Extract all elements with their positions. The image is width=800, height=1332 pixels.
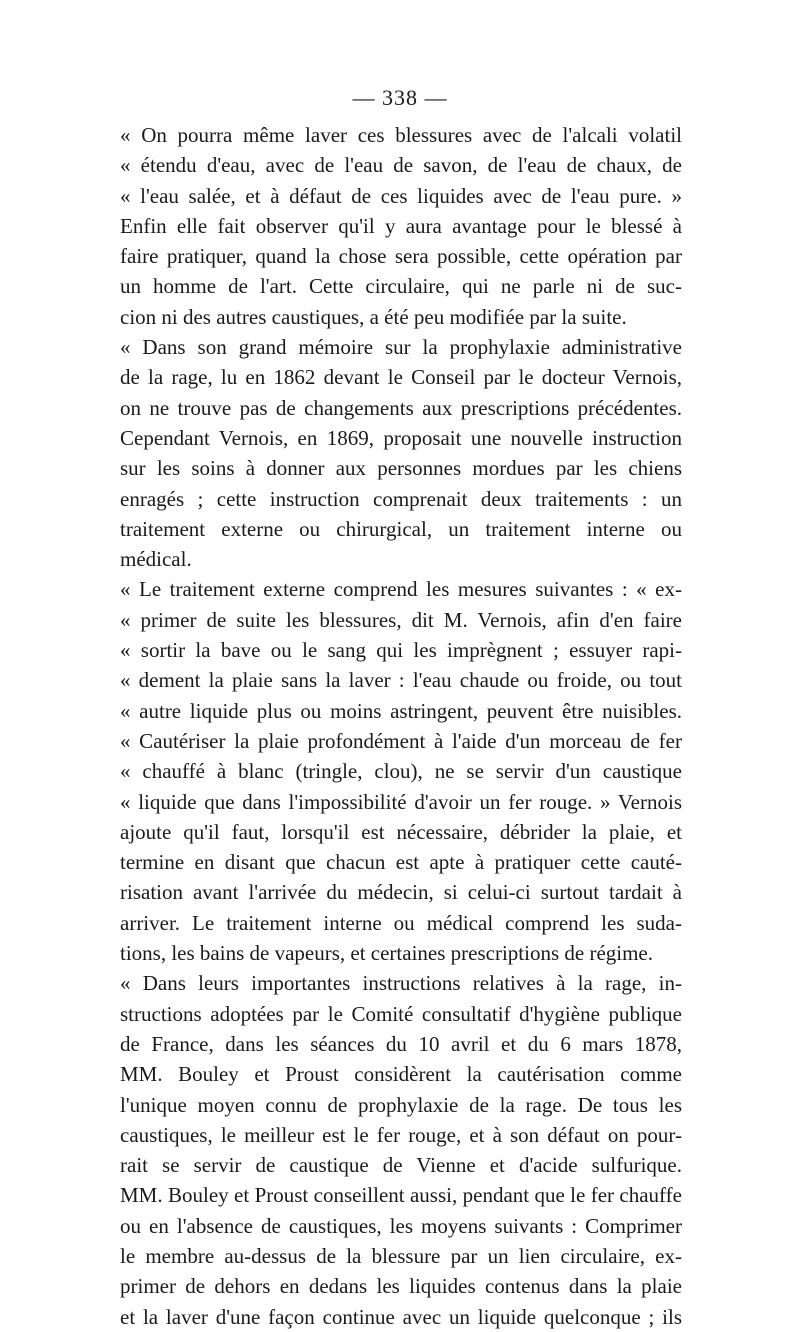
text-line: « sortir la bave ou le sang qui les imprègnent ; essuyer rapi- <box>120 638 682 663</box>
text-line: et la laver d'une façon continue avec un liquide quelconque ; ils <box>120 1304 682 1329</box>
text-line: sur les soins à donner aux personnes mordues par les chiens <box>120 456 682 481</box>
text-line: médical. <box>120 547 192 572</box>
text-line: « l'eau salée, et à défaut de ces liquides avec de l'eau pure. » <box>120 183 682 208</box>
text-line: primer de dehors en dedans les liquides contenus dans la plaie <box>120 1274 682 1299</box>
text-line: « liquide que dans l'impossibilité d'avoir un fer rouge. » Vernois <box>120 789 682 814</box>
text-line: risation avant l'arrivée du médecin, si celui-ci surtout tardait à <box>120 880 682 905</box>
text-line: traitement externe ou chirurgical, un traitement interne ou <box>120 516 682 541</box>
text-line: « Cautériser la plaie profondément à l'aide d'un morceau de fer <box>120 728 682 753</box>
page-number: — 338 — <box>352 85 448 110</box>
text-line: MM. Bouley et Proust conseillent aussi, pendant que le fer chauffe <box>120 1183 682 1208</box>
text-line: ou en l'absence de caustiques, les moyens suivants : Comprimer <box>120 1213 682 1238</box>
text-line: termine en disant que chacun est apte à pratiquer cette cauté- <box>120 850 682 875</box>
text-line: MM. Bouley et Proust considèrent la cautérisation comme <box>120 1062 682 1087</box>
text-line: caustiques, le meilleur est le fer rouge, et à son défaut on pour- <box>120 1122 682 1147</box>
text-line: tions, les bains de vapeurs, et certaines prescriptions de régime. <box>120 941 653 966</box>
text-line: ajoute qu'il faut, lorsqu'il est nécessaire, débrider la plaie, et <box>120 819 682 844</box>
text-line: Enfin elle fait observer qu'il y aura avantage pour le blessé à <box>120 213 682 238</box>
text-line: l'unique moyen connu de prophylaxie de la rage. De tous les <box>120 1092 682 1117</box>
text-line: « chauffé à blanc (tringle, clou), ne se servir d'un caustique <box>120 759 682 784</box>
text-line: Cependant Vernois, en 1869, proposait une nouvelle instruction <box>120 425 682 450</box>
text-line: structions adoptées par le Comité consultatif d'hygiène publique <box>120 1001 682 1026</box>
text-line: « Le traitement externe comprend les mesures suivantes : « ex- <box>120 577 682 602</box>
text-line: « Dans son grand mémoire sur la prophylaxie administrative <box>120 335 682 360</box>
text-line: enragés ; cette instruction comprenait deux traitements : un <box>120 486 682 511</box>
text-line: le membre au-dessus de la blessure par un lien circulaire, ex- <box>120 1243 682 1268</box>
text-line: de France, dans les séances du 10 avril et du 6 mars 1878, <box>120 1031 682 1056</box>
text-line: un homme de l'art. Cette circulaire, qui ne parle ni de suc- <box>120 274 682 299</box>
text-line: « primer de suite les blessures, dit M. Vernois, afin d'en faire <box>120 607 682 632</box>
text-line: « étendu d'eau, avec de l'eau de savon, de l'eau de chaux, de <box>120 153 682 178</box>
text-line: on ne trouve pas de changements aux prescriptions précédentes. <box>120 395 682 420</box>
text-line: cion ni des autres caustiques, a été peu modifiée par la suite. <box>120 304 627 329</box>
text-line: « Dans leurs importantes instructions relatives à la rage, in- <box>120 971 682 996</box>
text-line: faire pratiquer, quand la chose sera possible, cette opération par <box>120 244 682 269</box>
text-line: « autre liquide plus ou moins astringent, peuvent être nuisibles. <box>120 698 682 723</box>
text-line: « dement la plaie sans la laver : l'eau chaude ou froide, ou tout <box>120 668 682 693</box>
body-text <box>120 120 682 1332</box>
text-line: « On pourra même laver ces blessures avec de l'alcali volatil <box>120 123 682 147</box>
text-line: rait se servir de caustique de Vienne et d'acide sulfurique. <box>120 1153 682 1178</box>
text-line: de la rage, lu en 1862 devant le Conseil par le docteur Vernois, <box>120 365 682 390</box>
text-line: arriver. Le traitement interne ou médical comprend les suda- <box>120 910 682 935</box>
